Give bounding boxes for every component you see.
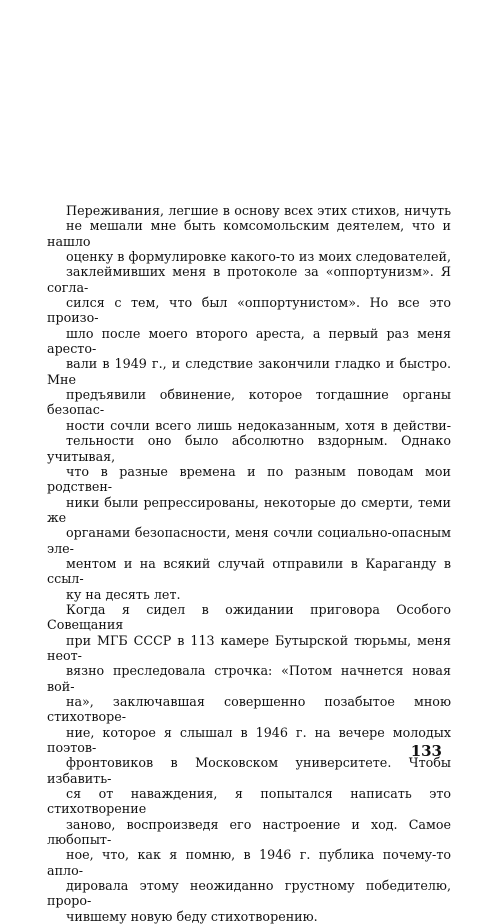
text-line: что в разные времена и по разным поводам мои родствен- <box>47 463 451 495</box>
text-line: вязно преследовала строчка: «Потом начнется новая вой- <box>47 663 451 694</box>
text-line: оценку в формулировке какого-то из моих следователей, <box>66 249 451 265</box>
text-line: сился с тем, что был «оппортунистом». Но все это произо- <box>47 295 451 326</box>
text-line: ся от наваждения, я попытался написать это стихотворение <box>47 786 451 817</box>
text-line: заклеймивших меня в протоколе за «оппортунизм». Я согла- <box>47 264 451 295</box>
text-line: Когда я сидел в ожидании приговора Особого Совещания <box>47 601 451 633</box>
text-line: ное, что, как я помню, в 1946 г. публика почему-то апло- <box>47 847 451 878</box>
page-number: 133 <box>410 742 442 760</box>
text-line: органами безопасности, меня сочли социально-опасным эле- <box>47 525 451 556</box>
text-line: фронтовиков в Московском университете. Чтобы избавить- <box>47 755 451 786</box>
text-line: тельности оно было абсолютно вздорным. Однако учитывая, <box>47 433 451 464</box>
paragraph-1 <box>47 203 451 602</box>
text-line: при МГБ СССР в 113 камере Бутырской тюрьмы, меня неот- <box>47 632 451 663</box>
text-line: чившему новую беду стихотворению. <box>66 908 318 924</box>
text-line: ники были репрессированы, некоторые до смерти, теми же <box>47 494 451 525</box>
text-line: вали в 1949 г., и следствие закончили гладко и быстро. Мне <box>47 356 451 387</box>
text-line: ку на десять лет. <box>66 586 181 602</box>
text-line: заново, воспроизведя его настроение и ход. Самое любопыт- <box>47 816 451 848</box>
text-line: ментом и на всякий случай отправили в Караганду в ссыл- <box>47 555 451 587</box>
paragraph-2 <box>47 602 451 924</box>
text-line: не мешали мне быть комсомольским деятелем, что и нашло <box>47 218 451 249</box>
text-line: ности сочли всего лишь недоказанным, хотя в действи- <box>66 417 451 433</box>
text-line: предъявили обвинение, которое тогдашние органы безопас- <box>47 387 451 418</box>
text-line: шло после моего второго ареста, а первый раз меня аресто- <box>47 325 451 357</box>
body-text <box>47 203 451 924</box>
text-line: ние, которое я слышал в 1946 г. на вечере молодых поэтов- <box>47 724 451 756</box>
text-line: на», заключавшая совершенно позабытое мною стихотворе- <box>47 694 451 725</box>
text-line: дировала этому неожиданно грустному победителю, проро- <box>47 878 451 909</box>
text-line: Переживания, легшие в основу всех этих стихов, ничуть <box>66 203 451 218</box>
